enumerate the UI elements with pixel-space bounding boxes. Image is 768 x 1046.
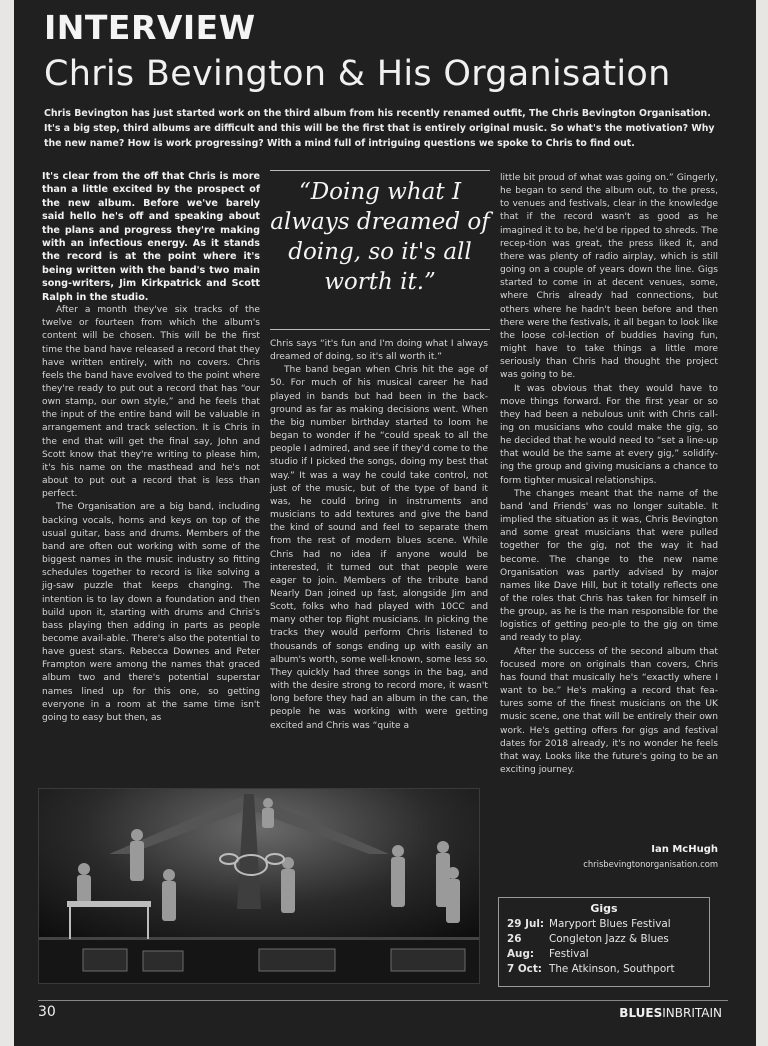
article-standfirst: Chris Bevington has just started work on the third album from his recently renamed outfit, The Chris Bevington Organisation. It's a big step, third albums are difficult and this will be the first that is entirely original music. So what's the motivation? Why the new name? How is work progressing? With a mind full of intriguing questions we spoke to Chris to find out.	[44, 108, 715, 149]
gig-date: 7 Oct:	[507, 963, 542, 975]
article-column-1	[42, 170, 260, 725]
gig-date: 26 Aug:	[507, 933, 535, 960]
author-credit	[500, 844, 718, 869]
pull-quote	[270, 170, 490, 330]
gig-venue: Congleton Jazz & Blues Festival	[549, 933, 669, 960]
article-headline: Chris Bevington & His Organisation	[44, 54, 671, 94]
paragraph: After a month they've six tracks of the twelve or fourteen from which the album's content will be chosen. This will be the first time the band have released a record that they have written entirely, with no covers. Chris feels the band have evolved to the point where they're ready to put out a record that has “our own stamp, our own style,” and he feels that the input of the entire band will be valuable in arrangement and track selection. It is Chris in the end that will get the final say, John and Scott know that they're writing to please him, it's his name on the masthead and he's not about to put out a record that is less than perfect.	[42, 305, 260, 500]
magazine-name	[619, 1006, 722, 1020]
paragraph: little bit proud of what was going on.” Gingerly, he began to send the album out, to the press, to venues and festivals, clear in the knowledge that if the record wasn't as good as he imagined it to be, he'd be ripped to shreds. The recep-tion was great, the press liked it, and there was plenty of radio airplay, which is still going on a couple of years down the line. Gigs started to come in at decent venues, some, where Chris already had connections, but others where he hadn't been before and then there were the festivals, it all began to look like the loose col-lection of buddies having fun, might have to take things a little more seriously than Chris had thought the project was going to be.	[500, 173, 718, 381]
paragraph: The band began when Chris hit the age of 50. For much of his musical career he had played in bands but had been in the back-ground as far as making decisions went. When the big number birthday started to loom he began to wonder if he “could speak to all the people I admired, and see if they'd come to the studio if I picked the songs, doing my best that way.” It was a way he could take control, not just of the music, but of the type of band it was, he could bring in instruments and musicians to add textures and give the band the kind of sound and feel to separate them from the rest of modern blues scene. While Chris had no idea if anyone would be interested, it turned out that people were eager to join. Members of the tribute band Nearly Dan joined up fast, alongside Jim and Scott, folks who had played with 10CC and many other top flight musicians. In picking the tracks they would perform Chris listened to thousands of songs ending up with easily an album's worth, some well-known, some less so. They quickly had three songs in the bag, and with the desire strong to record more, it wasn't long before they had an album in the can, the people he was working with were getting excited and Chris was “quite a	[270, 365, 488, 731]
magazine-page	[14, 0, 756, 1046]
stage-illustration	[39, 789, 480, 984]
gig-item	[507, 932, 701, 962]
author-name: Ian McHugh	[651, 844, 718, 855]
gigs-title: Gigs	[590, 902, 618, 915]
paragraph: The Organisation are a big band, including backing vocals, horns and keys on top of the usual guitar, bass and drums. Members of the band are often out working with some of the biggest names in the music industry so fitting schedules together to record is like solving a jig-saw puzzle that keeps changing. The intention is to lay down a foundation and then build upon it, starting with drums and Chris's bass playing then adding in parts as people become avail-able. There's also the potential to have guest stars. Rebecca Downes and Peter Frampton were among the names that graced album two and there's potential superstar names lined up for this one, so getting everyone in a room at the same time isn't going to easy but then, as	[42, 502, 260, 723]
gig-venue: The Atkinson, Southport	[549, 963, 675, 975]
article-column-2	[270, 338, 488, 733]
magazine-name-bold: BLUES	[619, 1006, 663, 1020]
band-live-photo	[38, 788, 480, 984]
gigs-box	[498, 897, 710, 987]
gig-venue: Maryport Blues Festival	[549, 918, 671, 930]
paragraph: Chris says “it's fun and I'm doing what I always dreamed of doing, so it's all worth it.”	[270, 339, 488, 363]
pull-quote-text: “Doing what I always dreamed of doing, so it's all worth it.”	[270, 179, 490, 295]
website-url: chrisbevingtonorganisation.com	[583, 859, 718, 869]
paragraph: It's clear from the off that Chris is more than a little excited by the prospect of the new album. Before we've barely said hello he's off and speaking about the plans and progress they're making with an infectious energy. As it stands the record is at the point where it's being written with the band's two main song-writers, Jim Kirkpatrick and Scott Ralph in the studio.	[42, 171, 260, 303]
paragraph: The changes meant that the name of the band 'and Friends' was no longer suitable. It implied the situation as it was, Chris Bevington and some great musicians that were pulled together for the gig, not the way it had become. The change to the new name Organisation was partly advised by major names like Dave Hill, but it totally reflects one of the roles that Chris has taken for himself in the group, as he is the man responsible for the logistics of getting peo-ple to the gig on time and ready to play.	[500, 488, 718, 644]
gig-item	[507, 917, 701, 932]
gig-date: 29 Jul:	[507, 918, 545, 930]
paragraph: It was obvious that they would have to move things forward. For the first year or so they had been a nebulous unit with Chris call-ing on musicians who could make the gig, so he decided that he would need to “set a line-up that would be the same at every gig,” solidify-ing the group and giving musicians a chance to form tighter musical relationships.	[500, 383, 718, 486]
paragraph: After the success of the second album that focused more on originals than covers, Chris has found that musically he's “exactly where I want to be.” He's making a record that fea-tures some of the finest musicians on the UK music scene, one that will be entirely their own work. He's getting offers for gigs and festival dates for 2018 already, it's no wonder he feels that way. Looks like the future's going to be an exciting journey.	[500, 646, 718, 776]
article-column-3	[500, 172, 718, 777]
page-number: 30	[38, 1004, 56, 1020]
gig-item	[507, 962, 701, 977]
magazine-name-rest: INBRITAIN	[662, 1006, 722, 1020]
section-label: INTERVIEW	[44, 8, 256, 47]
footer-rule	[38, 1000, 728, 1001]
